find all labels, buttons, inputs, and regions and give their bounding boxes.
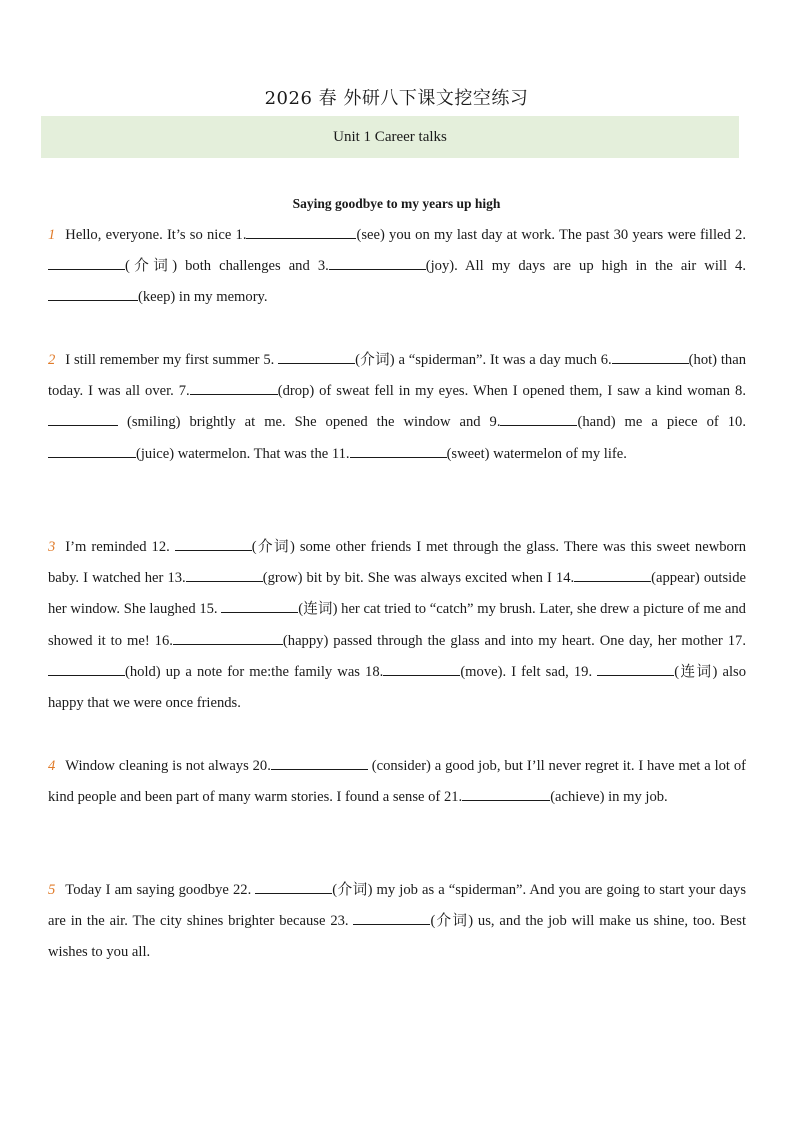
paragraph-text: (介词) us, and the job will make us shine, too. Best wishes to you all. xyxy=(48,913,746,961)
answer-blank[interactable] xyxy=(48,411,118,426)
paragraph-text: I’m reminded 12. xyxy=(65,539,175,555)
paragraph-text: (joy). All my days are up high in the air will 4. xyxy=(425,258,746,275)
paragraph-2 xyxy=(48,345,746,470)
paragraph-number: 5 xyxy=(48,882,56,898)
paragraph-number: 2 xyxy=(48,352,56,368)
answer-blank[interactable] xyxy=(500,411,577,426)
passage-title: Saying goodbye to my years up high xyxy=(292,196,501,211)
answer-blank[interactable] xyxy=(278,349,355,364)
answer-blank[interactable] xyxy=(574,567,651,582)
paragraph-text: (move). I felt sad, 19. xyxy=(460,663,598,680)
answer-blank[interactable] xyxy=(350,443,447,458)
paragraph-text: (grow) bit by bit. She was always excited when I 14. xyxy=(262,570,575,587)
answer-blank[interactable] xyxy=(462,786,550,801)
answer-blank[interactable] xyxy=(246,224,356,239)
paragraph-text: (consider) a good job, but I’ll never regret it. I have met a lot of kind people and been part of many warm stories. I found a sense of 21. xyxy=(48,758,746,806)
paragraph-text: (连词) also happy that we were once friends. xyxy=(48,663,746,712)
answer-blank[interactable] xyxy=(48,661,125,676)
paragraph-3 xyxy=(48,532,746,719)
paragraph-text: (appear) outside her window. She laughed 15. xyxy=(48,570,746,618)
paragraph-text: Today I am saying goodbye 22. xyxy=(65,882,256,898)
unit-title: Unit 1 Career talks xyxy=(333,128,447,145)
unit-banner xyxy=(41,116,739,158)
answer-blank[interactable] xyxy=(329,255,426,270)
answer-blank[interactable] xyxy=(190,380,278,395)
answer-blank[interactable] xyxy=(48,286,138,301)
paragraph-text: (achieve) in my job. xyxy=(550,789,668,806)
answer-blank[interactable] xyxy=(48,443,136,458)
paragraph-text: (see) you on my last day at work. The past 30 years were filled 2. xyxy=(356,227,746,243)
paragraph-text: Window cleaning is not always 20. xyxy=(65,758,271,774)
paragraph-text: (smiling) brightly at me. She opened the window and 9. xyxy=(118,414,501,431)
answer-blank[interactable] xyxy=(48,255,125,270)
paragraph-text: (hold) up a note for me:the family was 18. xyxy=(125,663,384,680)
paragraph-text: (介词) both challenges and 3. xyxy=(125,258,329,275)
paragraph-text: (介词) a “spiderman”. It was a day much 6. xyxy=(355,352,612,368)
paragraph-text: (hot) than today. I was all over. 7. xyxy=(48,352,746,400)
paragraph-text: (介词) some other friends I met through the glass. There was this sweet newborn baby. I watched her 13. xyxy=(48,539,746,587)
paragraph-1 xyxy=(48,220,746,314)
answer-blank[interactable] xyxy=(353,910,430,925)
blank-label: 1. xyxy=(235,227,247,243)
paragraph-number: 1 xyxy=(48,227,56,243)
answer-blank[interactable] xyxy=(612,349,689,364)
paragraph-5 xyxy=(48,875,746,969)
paragraph-number: 3 xyxy=(48,539,56,555)
answer-blank[interactable] xyxy=(221,598,298,613)
paragraph-text: (juice) watermelon. That was the 11. xyxy=(136,445,350,462)
paragraph-text: (keep) in my memory. xyxy=(138,289,268,306)
paragraph-text: Hello, everyone. It’s so nice xyxy=(65,227,236,243)
paragraph-text: (happy) passed through the glass and into my heart. One day, her mother 17. xyxy=(282,632,746,649)
paragraph-text: (hand) me a piece of 10. xyxy=(577,414,746,431)
answer-blank[interactable] xyxy=(255,879,332,894)
answer-blank[interactable] xyxy=(597,661,674,676)
paragraph-number: 4 xyxy=(48,758,56,774)
paragraph-text: (连词) her cat tried to “catch” my brush. Later, she drew a picture of me and showed it to me! 16. xyxy=(48,601,746,649)
answer-blank[interactable] xyxy=(383,661,460,676)
answer-blank[interactable] xyxy=(173,630,283,645)
answer-blank[interactable] xyxy=(271,755,368,770)
paragraph-text: I still remember my first summer 5. xyxy=(65,352,279,368)
paragraph-text: (sweet) watermelon of my life. xyxy=(446,445,627,462)
paragraph-text: (介词) my job as a “spiderman”. And you are going to start your days are in the air. The city shines brighter because 23. xyxy=(48,882,746,930)
answer-blank[interactable] xyxy=(175,536,252,551)
answer-blank[interactable] xyxy=(186,567,263,582)
paragraph-4 xyxy=(48,751,746,813)
paragraph-text: (drop) of sweat fell in my eyes. When I opened them, I saw a kind woman 8. xyxy=(277,383,746,400)
page-title: 2026 春 外研八下课文挖空练习 xyxy=(264,88,529,109)
